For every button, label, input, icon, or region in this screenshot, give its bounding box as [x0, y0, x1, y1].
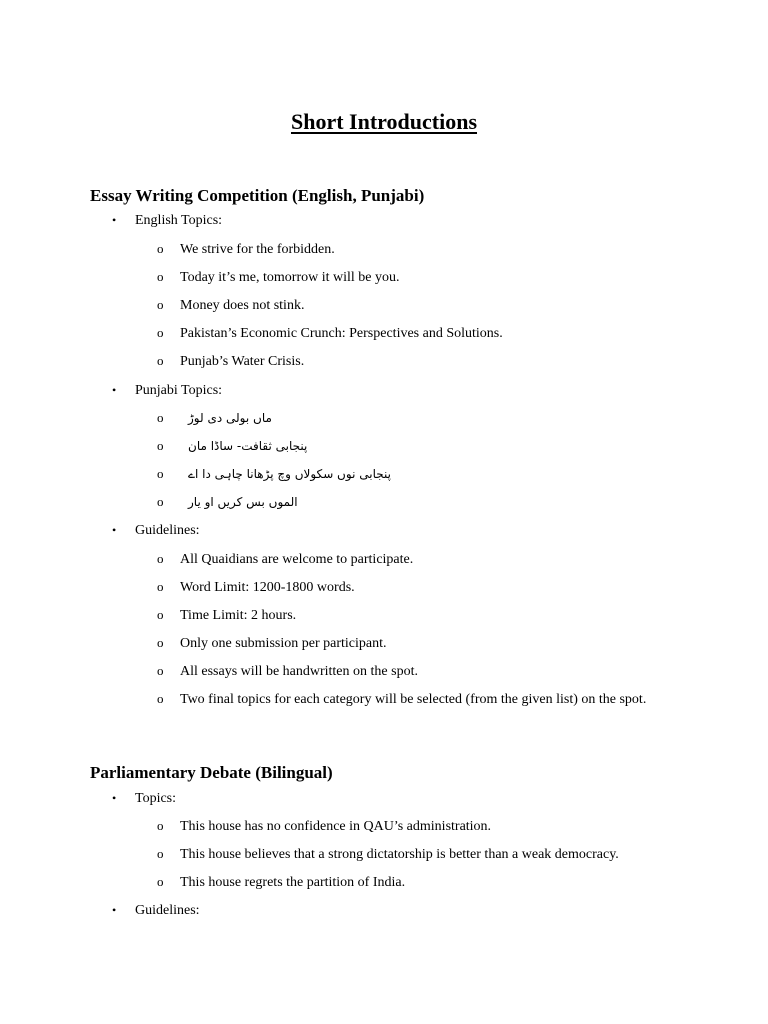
debate-heading: Parliamentary Debate (Bilingual) [90, 763, 333, 782]
debate-topic-text: This house regrets the partition of India. [180, 875, 406, 890]
debate-topics-label: Topics: [135, 791, 177, 806]
debate-topic-text: This house believes that a strong dictatorship is better than a weak democracy. [180, 847, 619, 862]
punjabi-topic-text: پنجابی نوں سکولاں وچ پڑھانا چاہی دا اے [188, 467, 391, 481]
circle-bullet-icon: o [157, 691, 164, 706]
english-topic-text: Punjab’s Water Crisis. [180, 354, 305, 369]
list-item [157, 634, 386, 653]
bullet-icon: • [112, 213, 117, 227]
list-item [157, 296, 304, 315]
list-item [157, 352, 304, 371]
circle-bullet-icon: o [157, 551, 164, 566]
list-item [157, 240, 335, 259]
list-item [157, 578, 355, 597]
english-topics-item [112, 211, 222, 230]
list-item [157, 268, 400, 287]
essay-heading: Essay Writing Competition (English, Punjabi) [90, 186, 425, 205]
list-item [157, 324, 503, 343]
circle-bullet-icon: o [157, 635, 164, 650]
punjabi-topic-text: پنجابی ثقافت- ساڈا مان [188, 439, 308, 453]
debate-guidelines-label: Guidelines: [135, 903, 200, 918]
list-item [157, 550, 413, 569]
list-item [157, 409, 272, 428]
list-item [157, 465, 391, 484]
guidelines-label: Guidelines: [135, 523, 200, 538]
list-item [157, 437, 307, 456]
debate-topic-text: This house has no confidence in QAU’s administration. [180, 819, 492, 834]
bullet-icon: • [112, 903, 117, 917]
list-item [157, 662, 418, 681]
circle-bullet-icon: o [157, 874, 164, 889]
circle-bullet-icon: o [157, 410, 164, 425]
punjabi-topics-label: Punjabi Topics: [135, 383, 223, 398]
circle-bullet-icon: o [157, 241, 164, 256]
bullet-icon: • [112, 523, 117, 537]
guidelines-item [112, 521, 200, 540]
guideline-text: Only one submission per participant. [180, 636, 387, 651]
punjabi-topics-item [112, 381, 222, 400]
english-topic-text: Money does not stink. [180, 298, 305, 313]
page-title: Short Introductions [290, 109, 478, 134]
list-item [157, 845, 619, 864]
list-item [157, 690, 646, 709]
guideline-text: All Quaidians are welcome to participate. [180, 552, 414, 567]
bullet-icon: • [112, 791, 117, 805]
circle-bullet-icon: o [157, 438, 164, 453]
circle-bullet-icon: o [157, 325, 164, 340]
debate-guidelines-item [112, 901, 200, 920]
punjabi-topic-text: الموں بس کریں او یار [188, 495, 298, 509]
circle-bullet-icon: o [157, 818, 164, 833]
circle-bullet-icon: o [157, 297, 164, 312]
bullet-icon: • [112, 383, 117, 397]
english-topics-label: English Topics: [135, 213, 223, 228]
list-item [157, 873, 405, 892]
circle-bullet-icon: o [157, 494, 164, 509]
guideline-text: Word Limit: 1200-1800 words. [180, 580, 355, 595]
debate-topics-item [112, 789, 176, 808]
circle-bullet-icon: o [157, 846, 164, 861]
guideline-text: All essays will be handwritten on the spot. [180, 664, 418, 679]
punjabi-topic-text: ماں بولی دی لوڑ [188, 411, 272, 425]
list-item [157, 606, 296, 625]
english-topic-text: Pakistan’s Economic Crunch: Perspectives and Solutions. [180, 326, 503, 341]
circle-bullet-icon: o [157, 466, 164, 481]
circle-bullet-icon: o [157, 579, 164, 594]
circle-bullet-icon: o [157, 353, 164, 368]
list-item [157, 493, 298, 512]
circle-bullet-icon: o [157, 269, 164, 284]
english-topic-text: We strive for the forbidden. [180, 242, 335, 257]
circle-bullet-icon: o [157, 607, 164, 622]
guideline-text: Two final topics for each category will be selected (from the given list) on the spot. [180, 692, 647, 707]
guideline-text: Time Limit: 2 hours. [180, 608, 297, 623]
english-topic-text: Today it’s me, tomorrow it will be you. [180, 270, 400, 285]
circle-bullet-icon: o [157, 663, 164, 678]
list-item [157, 817, 491, 836]
